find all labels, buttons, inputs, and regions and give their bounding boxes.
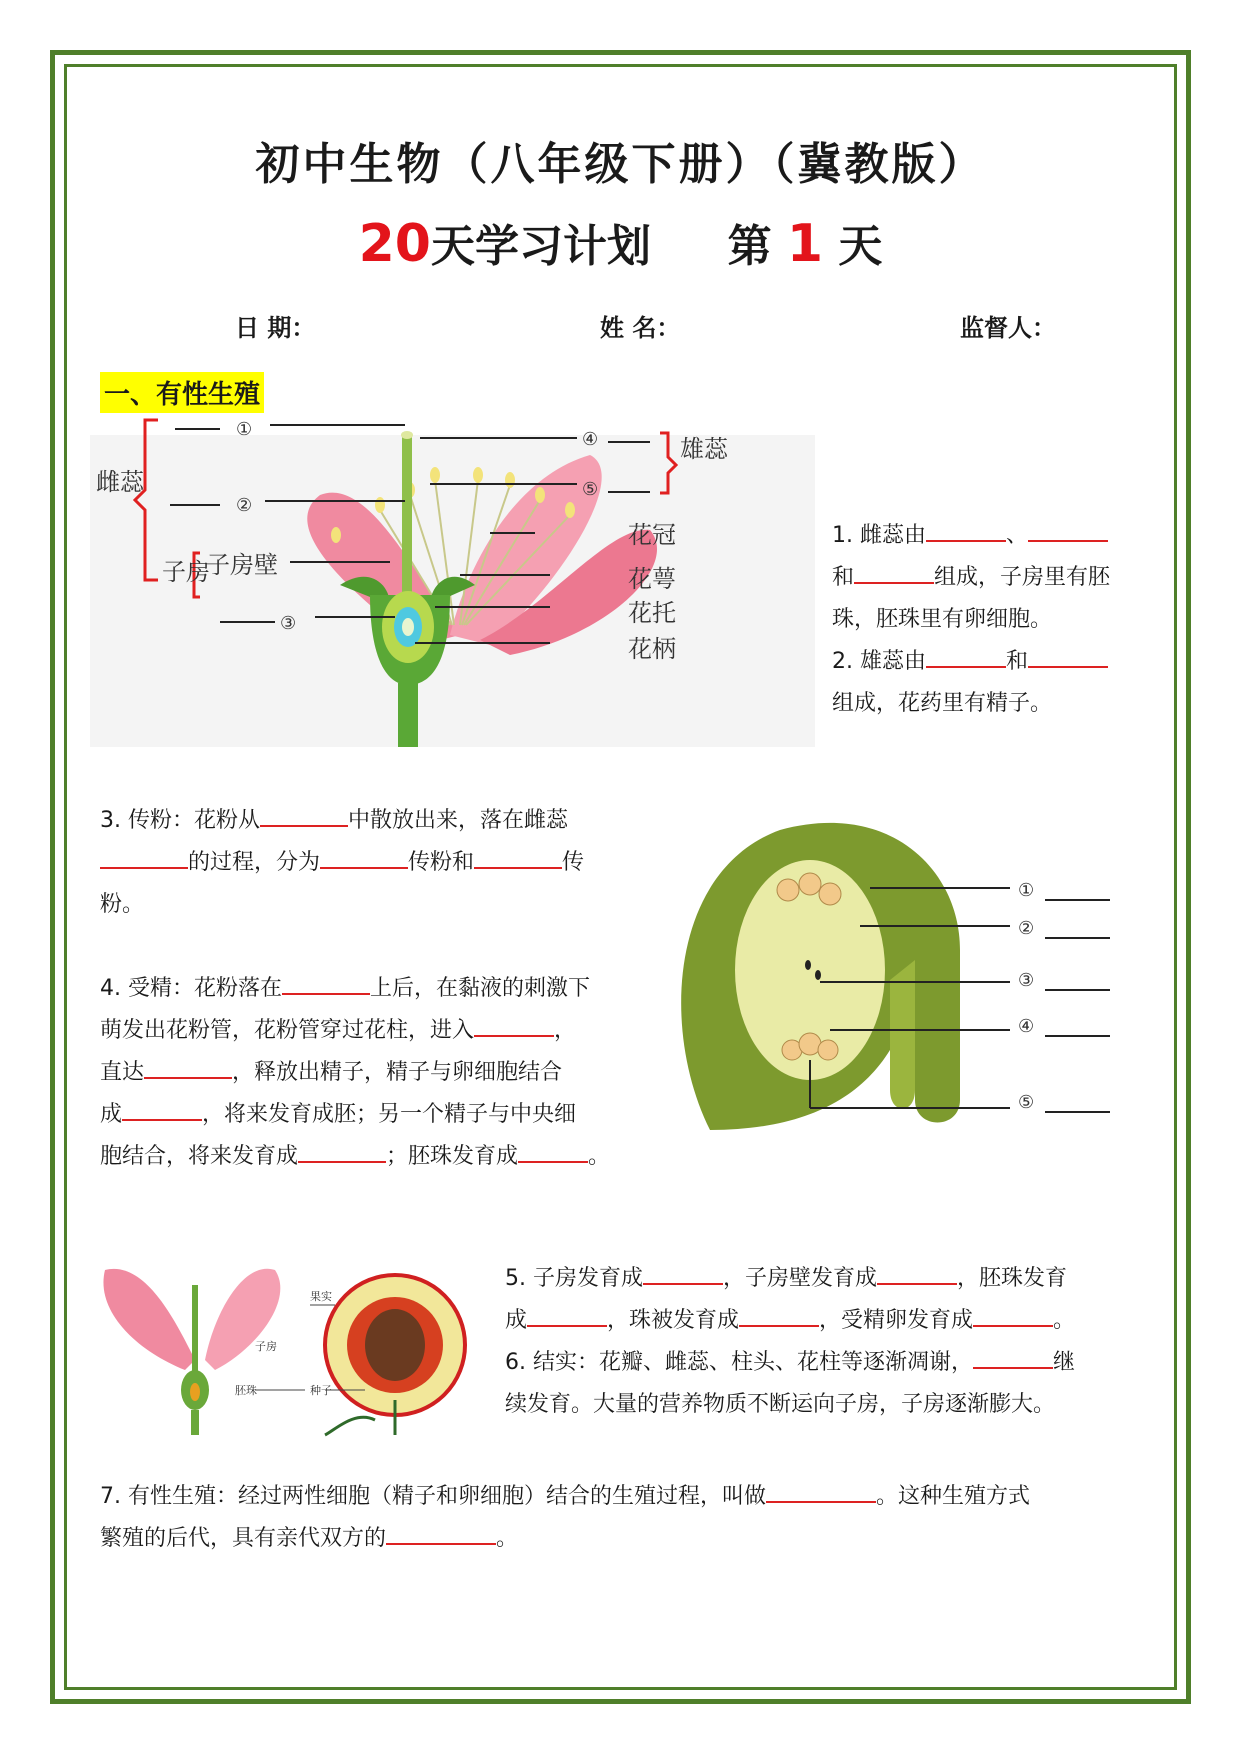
q5-text-f: ，受精卵发育成 — [819, 1308, 974, 1333]
q6-text-a: 6. 结实：花瓣、雌蕊、柱头、花柱等逐渐凋谢， — [505, 1350, 973, 1375]
q1-text-e: 珠，胚珠里有卵细胞。 — [832, 607, 1053, 632]
ovule-marker-2: ② — [1018, 918, 1035, 939]
q3-text-b: 中散放出来，落在雌蕊 — [347, 808, 568, 833]
q4-blank-5[interactable] — [298, 1139, 386, 1163]
q3-blank-1[interactable] — [260, 803, 348, 827]
ovule-structure-diagram — [660, 810, 1150, 1140]
day-prefix: 第 — [727, 221, 772, 272]
q1-blank-1[interactable] — [926, 518, 1006, 542]
q1-text-b: 、 — [1005, 523, 1028, 548]
q2-blank-1[interactable] — [926, 644, 1006, 668]
q5-text-g: 。 — [1053, 1308, 1076, 1333]
flower-fruit-diagram — [95, 1250, 480, 1435]
q5-text-c: ，胚珠发育 — [957, 1266, 1068, 1291]
question-3 — [100, 800, 620, 926]
q2-blank-2[interactable] — [1028, 644, 1108, 668]
marker-1: ① — [236, 419, 253, 440]
plan-number: 20 — [358, 214, 431, 274]
calyx-label: 花萼 — [628, 565, 676, 593]
q4-text-k: 。 — [588, 1144, 611, 1169]
q5-blank-3[interactable] — [527, 1303, 607, 1327]
ovule-small-label: 胚珠 — [235, 1384, 257, 1397]
q3-text-e: 传 — [562, 850, 585, 875]
q7-blank-2[interactable] — [386, 1521, 496, 1545]
plan-subtitle — [0, 210, 1241, 274]
q4-text-f: ，释放出精子，精子与卵细胞结合 — [232, 1060, 563, 1085]
q3-blank-2[interactable] — [100, 845, 188, 869]
ovule-marker-1: ① — [1018, 880, 1035, 901]
fruit-diagram-style — [192, 1285, 198, 1375]
q7-text-a: 7. 有性生殖：经过两性细胞（精子和卵细胞）结合的生殖过程，叫做 — [100, 1484, 766, 1509]
q4-text-b: 上后，在黏液的刺激下 — [369, 976, 590, 1001]
q3-text-f: 粉。 — [100, 892, 145, 917]
ovule-marker-3: ③ — [1018, 970, 1035, 991]
embryo-sac — [402, 618, 414, 636]
q4-blank-4[interactable] — [122, 1097, 202, 1121]
q4-text-c: 萌发出花粉管，花粉管穿过花柱，进入 — [100, 1018, 475, 1043]
question-7 — [100, 1476, 1150, 1560]
day-number: 1 — [786, 214, 824, 274]
q4-text-i: 胞结合，将来发育成 — [100, 1144, 299, 1169]
q3-blank-4[interactable] — [474, 845, 562, 869]
flower-structure-diagram — [90, 419, 815, 747]
page-title: 初中生物（八年级下册）（冀教版） — [255, 139, 986, 190]
receptacle-label: 花托 — [628, 599, 676, 627]
q4-text-g: 成 — [100, 1102, 123, 1127]
marker-2: ② — [236, 495, 253, 516]
q7-text-c: 繁殖的后代，具有亲代双方的 — [100, 1526, 387, 1551]
corolla-label: 花冠 — [628, 521, 676, 549]
q5-blank-4[interactable] — [739, 1303, 819, 1327]
q1-blank-2[interactable] — [1028, 518, 1108, 542]
question-6 — [505, 1342, 1145, 1426]
q5-text-a: 5. 子房发育成 — [505, 1266, 643, 1291]
fruit-diagram-petal-left — [103, 1269, 195, 1370]
q4-blank-6[interactable] — [518, 1139, 588, 1163]
fruit-diagram-ovule — [190, 1383, 200, 1401]
q6-text-c: 续发育。大量的营养物质不断运向子房，子房逐渐膨大。 — [505, 1392, 1056, 1417]
plan-text: 天学习计划 — [430, 221, 651, 272]
q4-blank-2[interactable] — [474, 1013, 554, 1037]
q5-blank-2[interactable] — [877, 1261, 957, 1285]
q2-text-c: 组成，花药里有精子。 — [832, 691, 1053, 716]
q4-text-h: ，将来发育成胚；另一个精子与中央细 — [202, 1102, 577, 1127]
pedicel-shape — [398, 683, 418, 747]
question-4 — [100, 968, 630, 1178]
ovary-small-label: 子房 — [255, 1340, 277, 1353]
section-heading: 一、有性生殖 — [100, 372, 264, 413]
q4-text-j: ；胚珠发育成 — [386, 1144, 519, 1169]
q5-text-b: ，子房壁发育成 — [722, 1266, 877, 1291]
fruit-label: 果实 — [310, 1290, 332, 1303]
seed-label: 种子 — [310, 1384, 332, 1397]
fruit-diagram-stem — [191, 1410, 199, 1435]
supervisor-label: 监督人： — [960, 314, 1056, 342]
q6-blank-1[interactable] — [973, 1345, 1053, 1369]
question-1 — [832, 515, 1162, 641]
name-label: 姓 名： — [600, 314, 681, 342]
q6-text-b: 继 — [1053, 1350, 1076, 1375]
q5-text-e: ，珠被发育成 — [607, 1308, 740, 1333]
q5-text-d: 成 — [505, 1308, 528, 1333]
date-label: 日 期： — [235, 314, 316, 342]
q4-text-e: 直达 — [100, 1060, 145, 1085]
pistil-label: 雌蕊 — [96, 468, 144, 496]
ovule-marker-4: ④ — [1018, 1016, 1035, 1037]
q1-text-a: 1. 雌蕊由 — [832, 523, 926, 548]
q2-text-a: 2. 雄蕊由 — [832, 649, 926, 674]
stamen-label: 雄蕊 — [680, 435, 728, 463]
day-suffix: 天 — [838, 221, 883, 272]
ovary-wall-label: 子房壁 — [206, 551, 278, 579]
q3-text-a: 3. 传粉：花粉从 — [100, 808, 260, 833]
ovary-label: 子房 — [162, 558, 210, 586]
ovule-marker-5: ⑤ — [1018, 1092, 1035, 1113]
question-5 — [505, 1258, 1145, 1342]
q3-blank-3[interactable] — [320, 845, 408, 869]
q7-text-d: 。 — [496, 1526, 519, 1551]
q7-blank-1[interactable] — [766, 1479, 876, 1503]
marker-4: ④ — [582, 429, 599, 450]
fruit-seed — [365, 1309, 425, 1381]
stigma — [401, 431, 413, 439]
question-2 — [832, 641, 1162, 725]
q1-blank-3[interactable] — [854, 560, 934, 584]
q2-text-b: 和 — [1005, 649, 1028, 674]
q5-blank-5[interactable] — [973, 1303, 1053, 1327]
fruit-diagram-petal-right — [205, 1269, 280, 1370]
pedicel-label: 花柄 — [628, 635, 676, 663]
q4-text-d: ， — [554, 1018, 577, 1043]
marker-5: ⑤ — [582, 479, 599, 500]
q4-blank-1[interactable] — [282, 971, 370, 995]
q7-text-b: 。这种生殖方式 — [876, 1484, 1031, 1509]
q3-text-d: 传粉和 — [408, 850, 475, 875]
q4-text-a: 4. 受精：花粉落在 — [100, 976, 282, 1001]
q5-blank-1[interactable] — [643, 1261, 723, 1285]
q4-blank-3[interactable] — [144, 1055, 232, 1079]
q1-text-c: 和 — [832, 565, 855, 590]
q1-text-d: 组成，子房里有胚 — [934, 565, 1111, 590]
q3-text-c: 的过程，分为 — [188, 850, 321, 875]
marker-3: ③ — [280, 613, 297, 634]
